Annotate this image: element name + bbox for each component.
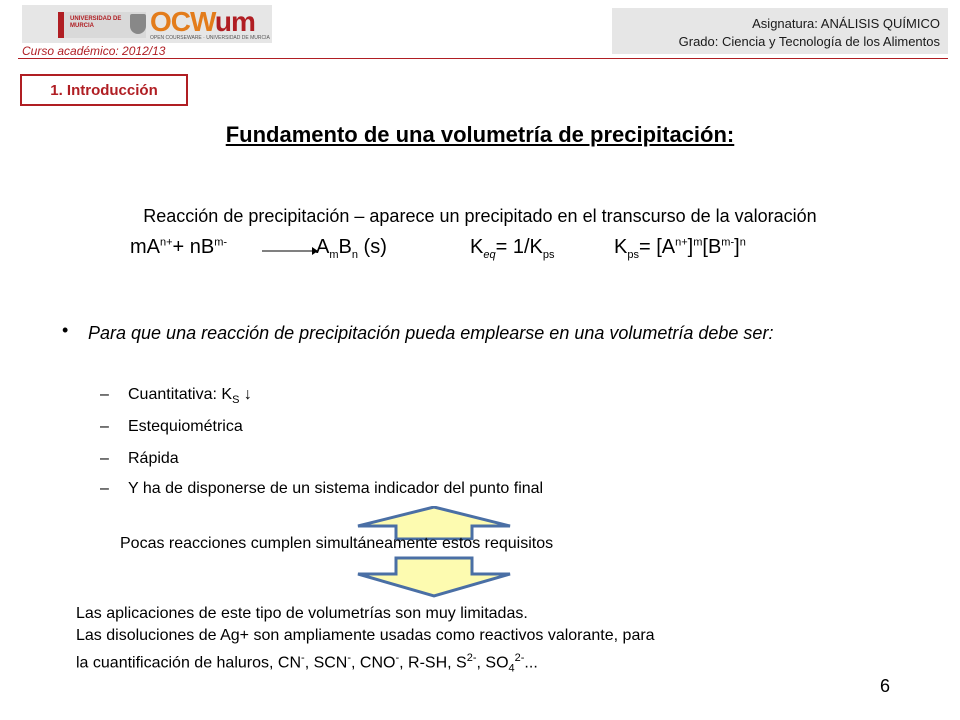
reaction-reactants: [130, 236, 227, 259]
product-a: A: [316, 236, 330, 258]
product-a-sub: m: [329, 249, 339, 261]
sup-cn: -: [301, 652, 305, 664]
conclusion-line-3f: ...: [524, 654, 538, 672]
header-divider: [18, 58, 948, 59]
keq-rest: = 1/K: [495, 236, 543, 258]
kps-part1: = [A: [638, 236, 676, 258]
bullet-icon: •: [62, 320, 69, 340]
conclusion-line-3: [76, 647, 655, 680]
kps-k: K: [614, 236, 628, 258]
down-arrow-icon: [356, 556, 512, 598]
ocw-logo-um: um: [214, 6, 255, 37]
ocw-logo-subtext: OPEN COURSEWARE · UNIVERSIDAD DE MURCIA: [150, 35, 270, 41]
dash-icon: –: [100, 480, 109, 497]
requirement-rapida: Rápida: [128, 450, 179, 467]
conclusion-line-1: Las aplicaciones de este tipo de volumetrías son muy limitadas.: [76, 605, 528, 622]
conclusion-line-3d: , R-SH, S: [399, 654, 467, 672]
keq-k: K: [470, 236, 484, 258]
conclusion-line-3e: , SO: [476, 654, 509, 672]
university-crest-icon: [130, 14, 146, 34]
conclusion-line-3c: , CNO: [351, 654, 396, 672]
kps-sub: ps: [627, 249, 639, 261]
sub-so4: 4: [508, 662, 515, 675]
reaction-arrow-icon: [262, 244, 318, 258]
requirement-indicador: Y ha de disponerse de un sistema indicador del punto final: [128, 480, 544, 497]
page-title: Fundamento de una volumetría de precipitación:: [225, 122, 735, 147]
reactant-b: + nB: [172, 236, 215, 258]
ocw-logo-ocw: OCW: [150, 6, 215, 37]
equation-line: [0, 236, 960, 270]
ocw-logo: [150, 6, 270, 42]
cuantitativa-sub: S: [232, 394, 240, 407]
reactant-b-charge: m-: [214, 236, 228, 249]
conclusion-line-3a: la cuantificación de haluros, CN: [76, 654, 302, 672]
intro-text: Reacción de precipitación – aparece un precipitado en el transcurso de la valoración: [143, 206, 817, 226]
degree-label: Grado: Ciencia y Tecnología de los Alimentos: [678, 34, 940, 49]
university-logo-text: UNIVERSIDAD DE MURCIA: [70, 16, 122, 29]
down-arrow-icon: ↓: [239, 386, 252, 403]
requirement-cuantitativa: [128, 386, 252, 406]
university-logo: [58, 12, 146, 38]
subject-box: [612, 8, 948, 54]
reactant-a-charge: n+: [160, 236, 173, 249]
product-b: B: [338, 236, 352, 258]
kps-part3: [B: [702, 236, 722, 258]
product-state: (s): [363, 236, 387, 258]
kps-expression: [614, 236, 746, 261]
requirements-note: Pocas reacciones cumplen simultáneamente estos requisitos: [120, 535, 554, 552]
dash-icon: –: [100, 386, 109, 403]
dash-icon: –: [100, 450, 109, 467]
kps-sup4: n: [739, 236, 746, 249]
sup-so4: 2-: [514, 652, 525, 664]
requirement-estequiometrica: Estequiométrica: [128, 418, 243, 435]
kps-sup2: m: [693, 236, 703, 249]
sup-scn: -: [347, 652, 352, 664]
ocw-logo-mark: [150, 6, 255, 38]
cuantitativa-text: Cuantitativa: K: [128, 386, 233, 403]
dash-icon: –: [100, 418, 109, 435]
conclusion-paragraph: [76, 603, 655, 680]
kps-sup1: n+: [675, 236, 688, 249]
reactant-a: mA: [130, 236, 160, 258]
product-b-sub: n: [351, 249, 358, 261]
page-number: 6: [880, 676, 891, 696]
kps-sup3: m-: [721, 236, 735, 249]
sup-cno: -: [395, 652, 400, 664]
course-year: Curso académico: 2012/13: [22, 44, 166, 58]
kps-part4: ]: [734, 236, 740, 258]
kps-part2: ]: [687, 236, 694, 258]
section-tag: 1. Introducción: [20, 74, 188, 106]
conclusion-line-2: Las disoluciones de Ag+ son ampliamente usadas como reactivos valorante, para: [76, 627, 655, 644]
subject-label: Asignatura: ANÁLISIS QUÍMICO: [752, 16, 940, 31]
conclusion-line-3b: , SCN: [304, 654, 348, 672]
reaction-product: [316, 236, 387, 261]
keq-sub: eq: [483, 249, 496, 261]
keq-ps-sub: ps: [542, 249, 555, 261]
keq-expression: [470, 236, 554, 261]
sup-s: 2-: [466, 652, 477, 664]
bullet-text: Para que una reacción de precipitación pueda emplearse en una volumetría debe ser:: [88, 323, 774, 343]
